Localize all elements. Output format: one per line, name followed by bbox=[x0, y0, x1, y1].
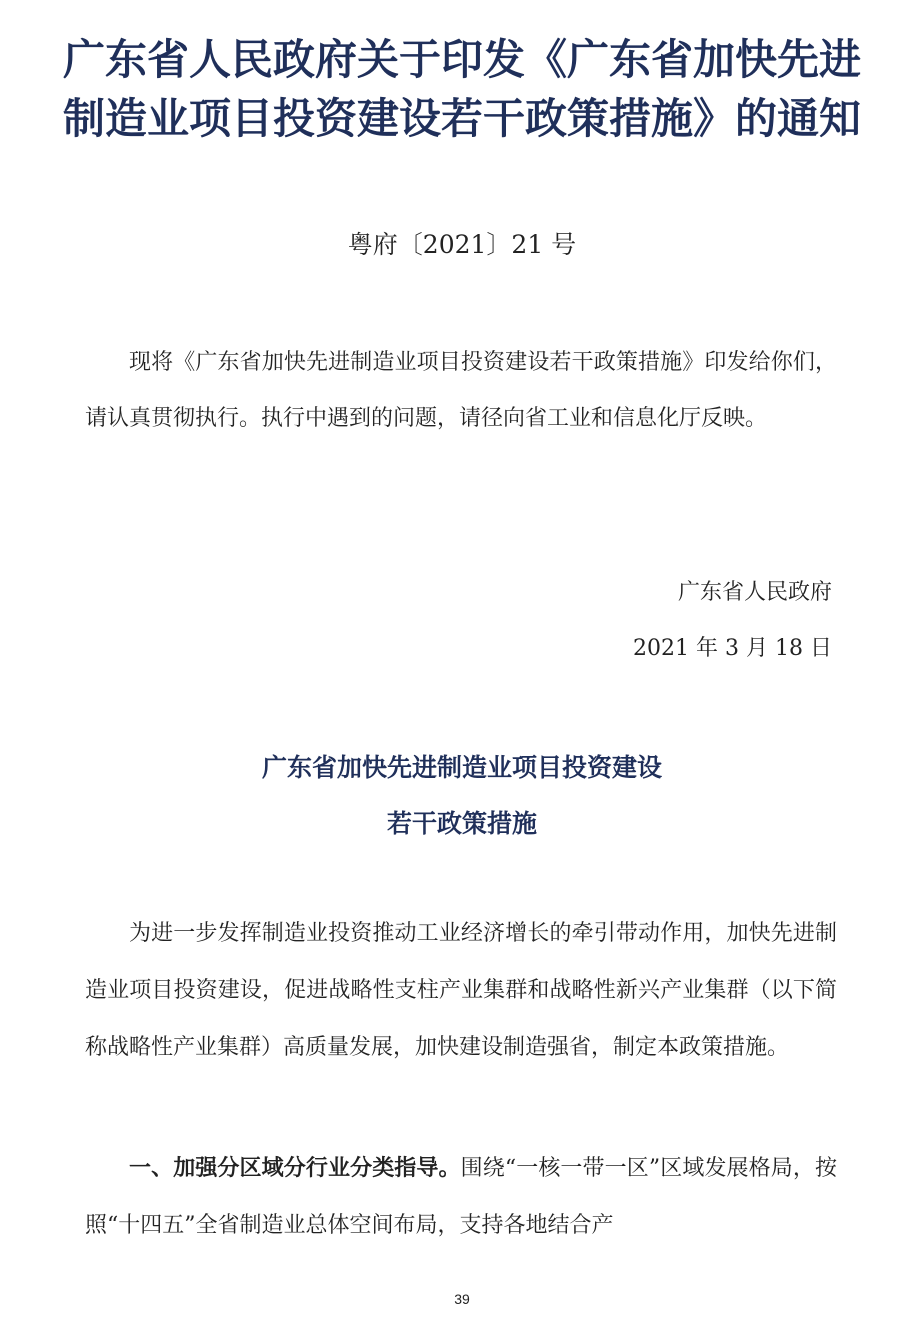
page-number: 39 bbox=[454, 1291, 470, 1307]
issuer-name: 广东省人民政府 bbox=[677, 580, 832, 605]
signature-block bbox=[432, 565, 832, 677]
document-number: 粤府〔2021〕21 号 bbox=[347, 230, 577, 259]
measure-item-1-heading: 一、加强分区域分行业分类指导。 bbox=[129, 1156, 461, 1181]
measure-item-1-paragraph bbox=[85, 1140, 837, 1254]
issue-date: 2021 年 3 月 18 日 bbox=[633, 636, 832, 661]
measures-title-line-1: 广东省加快先进制造业项目投资建设 bbox=[261, 753, 662, 782]
notice-title: 广东省人民政府关于印发《广东省加快先进制造业项目投资建设若干政策措施》的通知 bbox=[62, 35, 861, 143]
measures-title-line-2: 若干政策措施 bbox=[386, 809, 537, 838]
measures-preamble-paragraph: 为进一步发挥制造业投资推动工业经济增长的牵引带动作用，加快先进制造业项目投资建设，促进战略性支柱产业集群和战略性新兴产业集群（以下简称战略性产业集群）高质量发展，加快建设制造强省，制定本政策措施。 bbox=[85, 921, 837, 1060]
notice-intro-paragraph: 现将《广东省加快先进制造业项目投资建设若干政策措施》印发给你们，请认真贯彻执行。执行中遇到的问题，请径向省工业和信息化厅反映。 bbox=[85, 350, 837, 431]
measure-item-1-text: 围绕“一核一带一区”区域发展格局，按照“十四五”全省制造业总体空间布局，支持各地结合产 bbox=[85, 1156, 837, 1238]
measures-title bbox=[0, 740, 924, 852]
